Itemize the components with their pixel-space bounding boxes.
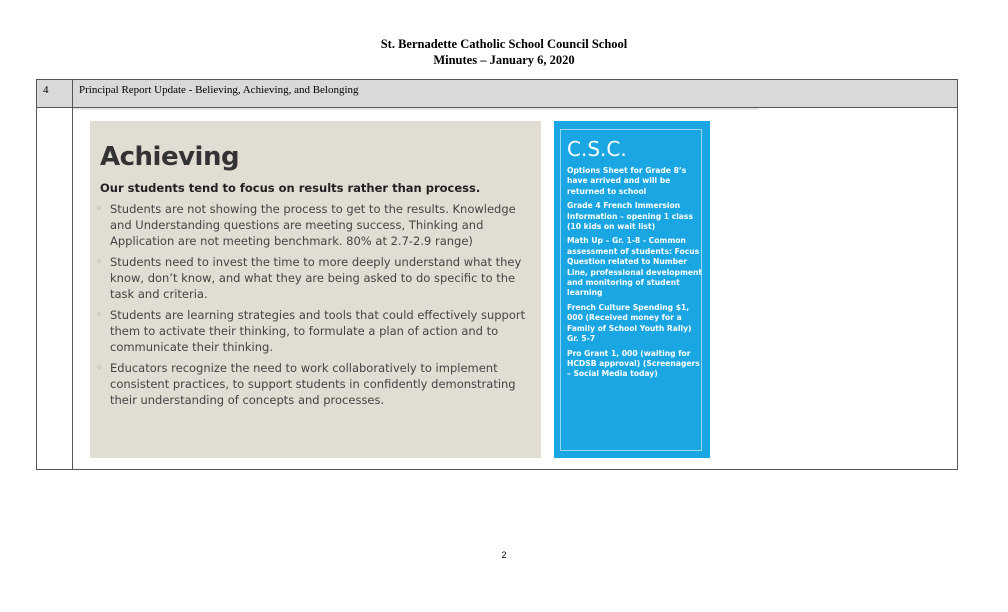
csc-title: C.S.C. [567,137,627,161]
slide-title: Achieving [100,142,240,172]
csc-item: Pro Grant 1, 000 (waiting for HCDSB approval) (Screenagers – Social Media today) [567,348,700,379]
csc-item-list [567,166,703,384]
bullet-marker-icon: ◦ [96,308,103,321]
column-divider [72,80,73,469]
bullet-marker-icon: ◦ [96,202,103,215]
row-separator [74,108,759,110]
bullet-text: Students are learning strategies and tools that could effectively support them to activate their thinking, to formulate a plan of action and to communicate their thinking. [110,308,526,354]
page-number: 2 [501,550,507,560]
csc-item: French Culture Spending $1, 000 (Received money for a Family of School Youth Rally) Gr. 5-7 [567,302,692,344]
achieving-slide [90,121,541,458]
agenda-item-title: Principal Report Update - Believing, Achieving, and Belonging [79,84,359,96]
slide-bullet [94,307,534,355]
csc-item: Options Sheet for Grade 8’s have arrived and will be returned to school [567,166,687,196]
csc-slide [554,121,710,458]
bullet-marker-icon: ◦ [96,361,103,374]
slide-bullet-list [94,201,534,413]
agenda-item-header-row [37,80,957,108]
document-title: St. Bernadette Catholic School Council School [380,37,628,51]
bullet-marker-icon: ◦ [96,255,103,268]
bullet-text: Students need to invest the time to more deeply understand what they know, don’t know, and what they are being asked to do specific to the task and criteria. [110,255,522,301]
csc-item: Math Up – Gr. 1-8 - Common assessment of students: Focus Question related to Number Line, professional development and monitoring of student learning [567,236,703,298]
document-subtitle: Minutes – January 6, 2020 [433,53,575,67]
bullet-text: Educators recognize the need to work collaboratively to implement consistent practices, to support students in confidently demonstrating their understanding of concepts and processes. [110,361,516,407]
slide-bullet [94,360,534,408]
csc-item: Grade 4 French Immersion Information – opening 1 class (10 kids on wait list) [567,201,693,232]
slide-bullet [94,254,534,302]
slide-subtitle: Our students tend to focus on results rather than process. [100,181,481,195]
agenda-item-number: 4 [43,84,49,96]
bullet-text: Students are not showing the process to get to the results. Knowledge and Understanding questions are meeting success, Thinking and Application are not meeting benchmark. 80% at 2.7-2.9 range) [110,202,516,248]
slide-bullet [94,201,534,249]
